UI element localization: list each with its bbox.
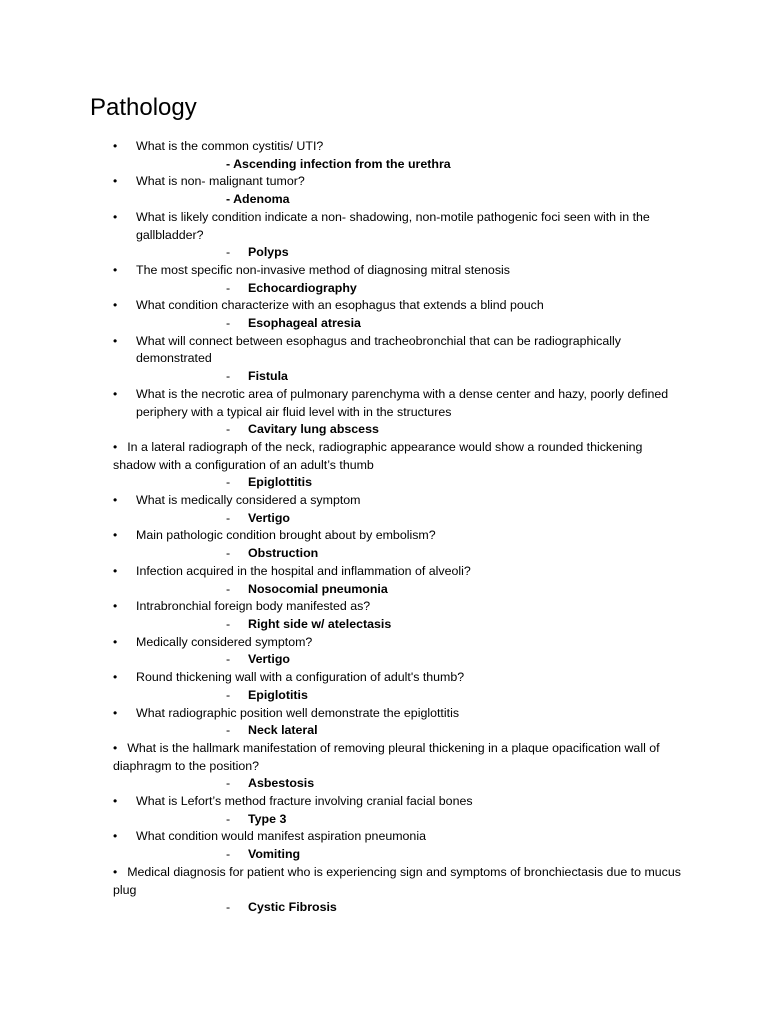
bullet-icon: • [113, 262, 118, 277]
bullet-icon: • [113, 634, 118, 649]
answer-text: Epiglottitis [248, 475, 313, 490]
answer-row [0, 616, 768, 634]
question-text: What is the necrotic area of pulmonary parenchyma with a dense center and hazy, poorly defined periphery with a typical air fluid level with in the structures [136, 386, 669, 419]
answer-text: - Ascending infection from the urethra [226, 156, 451, 171]
bullet-icon: • [113, 298, 118, 313]
answer-row [0, 474, 768, 492]
question-text: Infection acquired in the hospital and inflammation of alveoli? [136, 563, 471, 578]
answer-text: Esophageal atresia [248, 316, 361, 331]
answer-text: Neck lateral [248, 723, 318, 738]
question-text: What is non- malignant tumor? [136, 174, 305, 189]
bullet-icon: • [113, 493, 118, 508]
question-text: What is medically considered a symptom [136, 493, 361, 508]
question-text: What condition would manifest aspiration pneumonia [136, 829, 426, 844]
bullet-icon: • [113, 794, 118, 809]
dash-marker: - [226, 723, 231, 738]
answer-row [0, 775, 768, 793]
answer-row [0, 244, 768, 262]
answer-row [0, 280, 768, 298]
question-text: Round thickening wall with a configuration of adult's thumb? [136, 670, 465, 685]
bullet-icon: • [113, 599, 118, 614]
bullet-icon: • [113, 528, 118, 543]
question-item [0, 209, 768, 244]
dash-marker: - [226, 900, 231, 915]
question-text: Intrabronchial foreign body manifested as? [136, 599, 371, 614]
question-item [0, 492, 768, 510]
question-text: What condition characterize with an esophagus that extends a blind pouch [136, 298, 544, 313]
dash-marker: - [226, 687, 231, 702]
question-text: Main pathologic condition brought about by embolism? [136, 528, 436, 543]
question-item [0, 297, 768, 315]
question-text: What is Lefort’s method fracture involving cranial facial bones [136, 794, 473, 809]
dash-marker: - [226, 776, 231, 791]
question-text: In a lateral radiograph of the neck, radiographic appearance would show a rounded thickening shadow with a configuration of an adult’s thumb [113, 439, 643, 472]
answer-text: Vertigo [248, 652, 290, 667]
bullet-icon: • [113, 740, 118, 755]
dash-marker: - [226, 369, 231, 384]
bullet-icon: • [113, 386, 118, 401]
bullet-icon: • [113, 439, 118, 454]
dash-marker: - [226, 316, 231, 331]
answer-row [0, 722, 768, 740]
question-item [0, 386, 768, 421]
bullet-icon: • [113, 139, 118, 153]
answer-row [0, 687, 768, 705]
bullet-icon: • [113, 829, 118, 844]
answer-row [0, 421, 768, 439]
answer-row [0, 811, 768, 829]
question-item [0, 634, 768, 652]
dash-marker: - [226, 546, 231, 561]
question-item [0, 563, 768, 581]
dash-marker: - [226, 245, 231, 260]
bullet-icon: • [113, 864, 118, 879]
answer-text: Fistula [248, 369, 288, 384]
dash-marker: - [226, 652, 231, 667]
answer-row [0, 545, 768, 563]
question-item [0, 527, 768, 545]
qa-list [0, 138, 768, 917]
question-text: What is the common cystitis/ UTI? [136, 139, 324, 153]
question-item [0, 333, 768, 368]
question-text: Medical diagnosis for patient who is experiencing sign and symptoms of bronchiectasis due to mucus plug [113, 864, 681, 897]
question-item [0, 864, 768, 899]
answer-row [0, 581, 768, 599]
answer-row [0, 510, 768, 528]
answer-text: Obstruction [248, 546, 319, 561]
question-item [0, 793, 768, 811]
bullet-icon: • [113, 705, 118, 720]
bullet-icon: • [113, 174, 118, 189]
question-item [0, 828, 768, 846]
question-item [0, 740, 768, 775]
answer-text: Echocardiography [248, 280, 357, 295]
question-item [0, 598, 768, 616]
answer-text: - Adenoma [226, 192, 290, 207]
bullet-icon: • [113, 333, 118, 348]
answer-text: Cystic Fibrosis [248, 900, 337, 915]
answer-text: Type 3 [248, 811, 287, 826]
question-text: What will connect between esophagus and tracheobronchial that can be radiographically demonstrated [136, 333, 621, 366]
answer-text: Asbestosis [248, 776, 315, 791]
dash-marker: - [226, 811, 231, 826]
question-item [0, 705, 768, 723]
question-text: What is likely condition indicate a non- shadowing, non-motile pathogenic foci seen with in the gallbladder? [136, 209, 650, 242]
question-text: Medically considered symptom? [136, 634, 313, 649]
bullet-icon: • [113, 209, 118, 224]
answer-text: Nosocomial pneumonia [248, 581, 388, 596]
dash-marker: - [226, 616, 231, 631]
question-item [0, 439, 768, 474]
answer-row [0, 899, 768, 917]
answer-row [0, 368, 768, 386]
dash-marker: - [226, 280, 231, 295]
answer-row [0, 846, 768, 864]
page-title: Pathology [90, 94, 197, 121]
question-text: The most specific non-invasive method of diagnosing mitral stenosis [136, 262, 510, 277]
answer-row [0, 651, 768, 669]
dash-marker: - [226, 581, 231, 596]
question-text: What radiographic position well demonstrate the epiglottitis [136, 705, 460, 720]
answer-text: Vomiting [248, 847, 301, 862]
answer-row [0, 315, 768, 333]
question-item [0, 669, 768, 687]
question-text: What is the hallmark manifestation of removing pleural thickening in a plaque opacification wall of diaphragm to the position? [113, 740, 660, 773]
answer-text: Polyps [248, 245, 289, 260]
answer-text: Epiglotitis [248, 687, 308, 702]
answer-text: Vertigo [248, 510, 290, 525]
dash-marker: - [226, 510, 231, 525]
dash-marker: - [226, 847, 231, 862]
question-item [0, 173, 768, 191]
bullet-icon: • [113, 563, 118, 578]
answer-text: Right side w/ atelectasis [248, 616, 392, 631]
dash-marker: - [226, 475, 231, 490]
question-item [0, 138, 768, 156]
answer-text: Cavitary lung abscess [248, 422, 379, 437]
bullet-icon: • [113, 670, 118, 685]
question-item [0, 262, 768, 280]
dash-marker: - [226, 422, 231, 437]
